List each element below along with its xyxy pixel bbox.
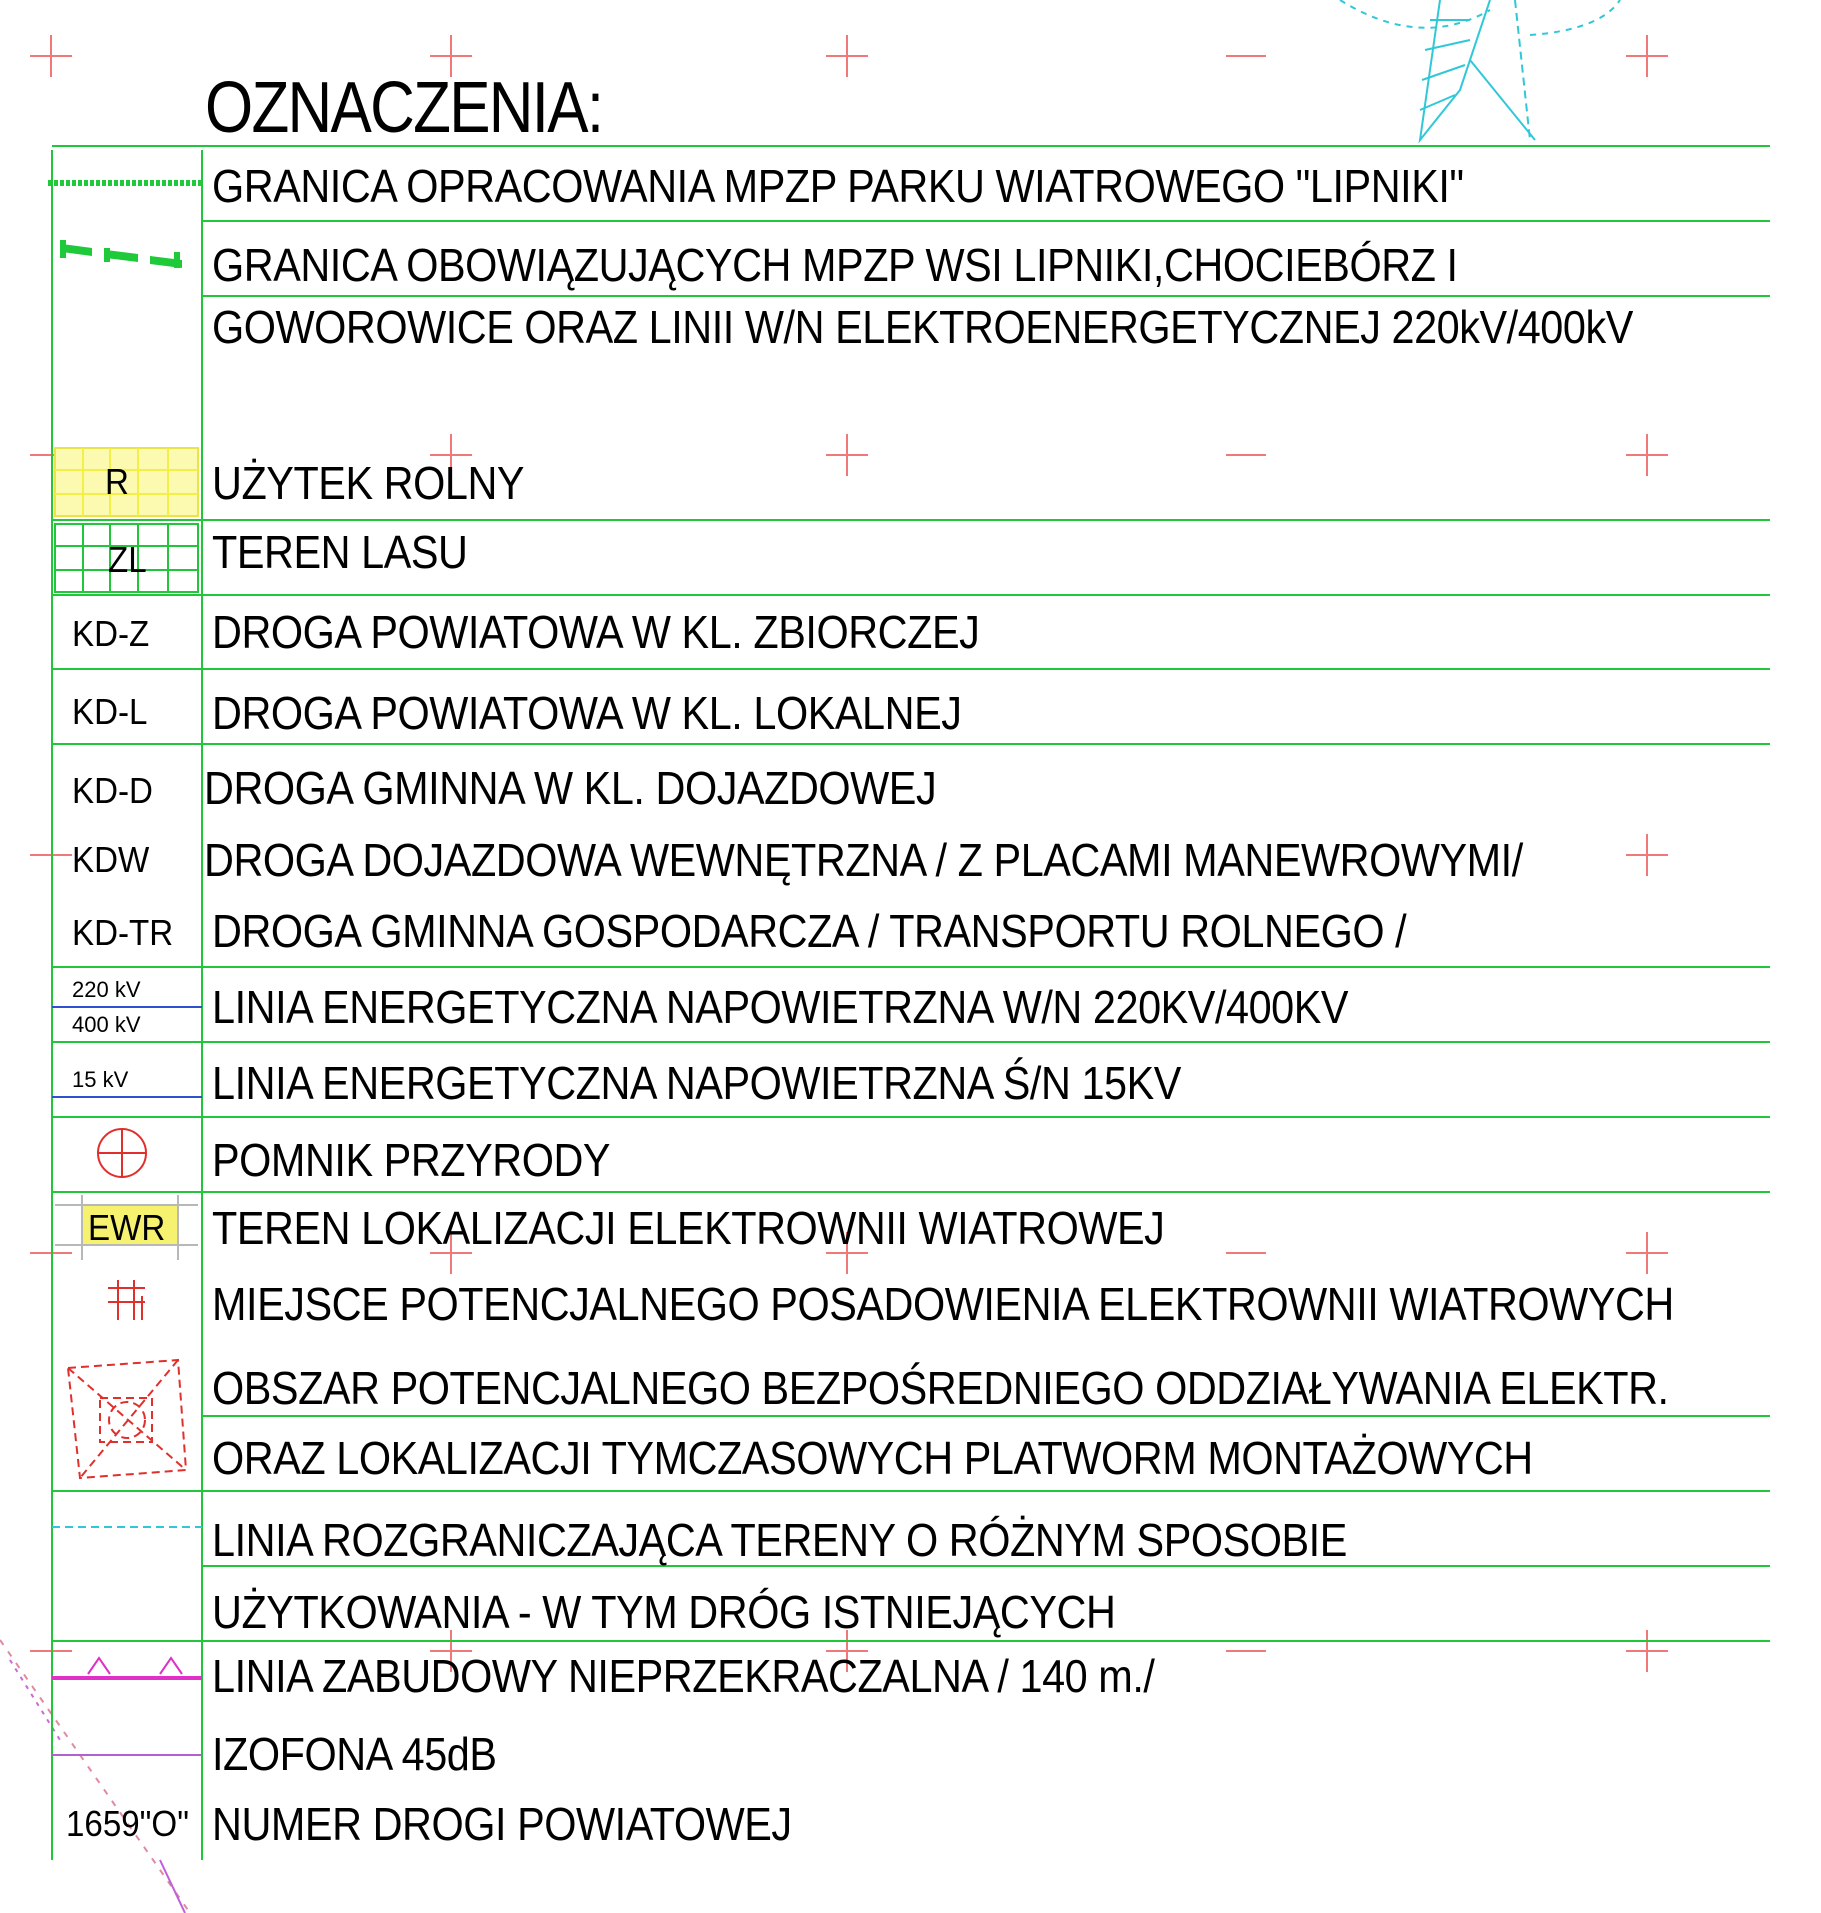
legend-text-izofona: IZOFONA 45dB [212,1728,497,1780]
wind-turbine-site-icon [108,1280,145,1320]
legend-text-granica-obowiazujacych-1: GRANICA OBOWIĄZUJĄCYCH MPZP WSI LIPNIKI,CHOCIEBÓRZ I [212,239,1458,291]
legend-text-kd-tr: DROGA GMINNA GOSPODARCZA / TRANSPORTU ROLNEGO / [212,905,1407,957]
legend-text-kd-z: DROGA POWIATOWA W KL. ZBIORCZEJ [212,606,980,658]
legend-code-kd-d: KD-D [72,770,153,811]
legend-code-ewr: EWR [88,1207,166,1248]
pomnik-przyrody-symbol [98,1129,146,1177]
legend-text-teren-lasu: TEREN LASU [212,526,468,578]
compass-rose-fragment [1340,0,1620,140]
legend-text-uzytek-rolny: UŻYTEK ROLNY [212,457,525,509]
legend-code-1659o: 1659"O" [66,1803,189,1844]
legend-code-kd-l: KD-L [72,691,148,732]
legend-text-granica-opracowania: GRANICA OPRACOWANIA MPZP PARKU WIATROWEGO "LIPNIKI" [212,160,1464,212]
legend-text-linia-zabudowy: LINIA ZABUDOWY NIEPRZEKRACZALNA / 140 m./ [212,1650,1155,1702]
legend-text-granica-obowiazujacych-2: GOWOROWICE ORAZ LINII W/N ELEKTROENERGETYCZNEJ 220kV/400kV [212,301,1633,353]
legend-text-linia-sn: LINIA ENERGETYCZNA NAPOWIETRZNA Ś/N 15KV [212,1057,1181,1109]
impact-area-symbol [68,1360,186,1478]
legend-text-linia-rozgraniczajaca-2: UŻYTKOWANIA - W TYM DRÓG ISTNIEJĄCYCH [212,1586,1116,1638]
legend-text-obszar-oddzialywania-2: ORAZ LOKALIZACJI TYMCZASOWYCH PLATWORM MONTAŻOWYCH [212,1432,1533,1484]
legend-text-pomnik-przyrody: POMNIK PRZYRODY [212,1134,611,1186]
legend-code-kd-z: KD-Z [72,613,150,654]
legend-code-r: R [105,461,129,502]
legend-text-linia-wn: LINIA ENERGETYCZNA NAPOWIETRZNA W/N 220KV/400KV [212,981,1349,1033]
building-line-symbol [52,1658,202,1678]
legend-text-kdw: DROGA DOJAZDOWA WEWNĘTRZNA / Z PLACAMI MANEWROWYMI/ [204,834,1523,886]
legend-code-400kv: 400 kV [72,1012,141,1037]
legend-text-miejsce-posadowienia: MIEJSCE POTENCJALNEGO POSADOWIENIA ELEKTROWNII WIATROWYCH [212,1278,1674,1330]
legend-text-ewr: TEREN LOKALIZACJI ELEKTROWNII WIATROWEJ [212,1202,1165,1254]
diagonal-dash-lines [0,1640,190,1913]
legend-code-zl: ZL [108,539,147,580]
legend-title: OZNACZENIA: [205,68,603,148]
legend-code-kdw: KDW [72,839,150,880]
legend-code-220kv: 220 kV [72,977,141,1002]
legend-text-kd-l: DROGA POWIATOWA W KL. LOKALNEJ [212,687,962,739]
legend-text-kd-d: DROGA GMINNA W KL. DOJAZDOWEJ [204,762,937,814]
legend-code-15kv: 15 kV [72,1067,129,1092]
legend-text-numer-drogi: NUMER DROGI POWIATOWEJ [212,1798,792,1850]
green-dashed-line-symbol [60,240,182,268]
legend-text-linia-rozgraniczajaca-1: LINIA ROZGRANICZAJĄCA TERENY O RÓŻNYM SPOSOBIE [212,1514,1347,1566]
legend-text-obszar-oddzialywania-1: OBSZAR POTENCJALNEGO BEZPOŚREDNIEGO ODDZIAŁYWANIA ELEKTR. [212,1362,1669,1414]
legend-code-kd-tr: KD-TR [72,912,174,953]
